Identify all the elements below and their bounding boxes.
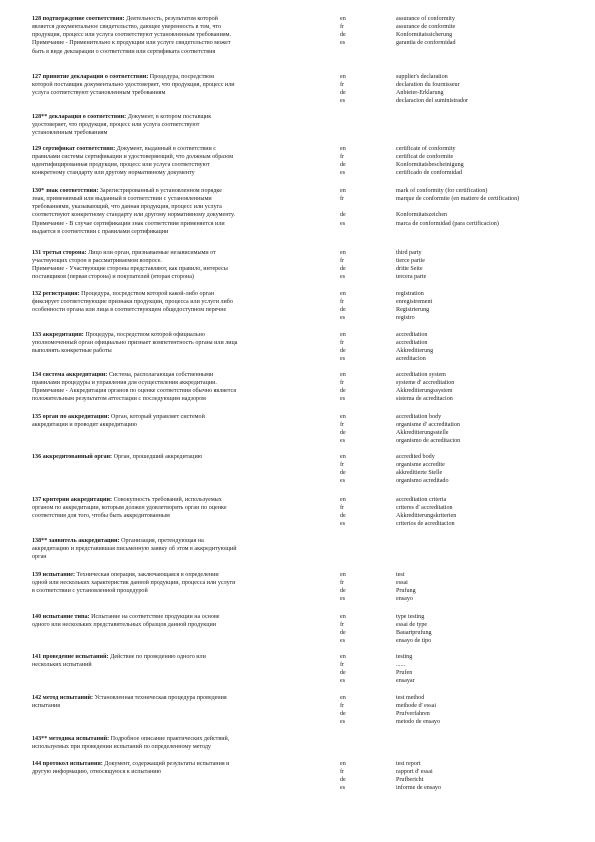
language-code: fr [340, 622, 345, 629]
language-code: es [340, 40, 346, 47]
language-codes [340, 453, 370, 486]
language-code: es [340, 678, 346, 685]
foreign-term: accreditation [396, 340, 428, 347]
language-codes [340, 653, 370, 686]
language-code: de [340, 90, 346, 97]
foreign-term: marque de conformite (en matiere de certification) [396, 196, 520, 203]
language-codes [340, 496, 370, 529]
foreign-term: test [396, 572, 405, 578]
foreign-terms [396, 413, 581, 446]
foreign-term: Prufung [396, 588, 416, 595]
definition-line [32, 760, 328, 768]
language-code: es [340, 274, 346, 281]
definition-line: быть в виде декларации о соответствии или сертификата соответствия [32, 48, 216, 55]
foreign-term: akkreditierte Stelle [396, 470, 443, 477]
language-codes [340, 371, 370, 404]
foreign-term: Prufbericht [396, 777, 424, 784]
term-heading: 135 орган по аккредитации: [32, 414, 110, 420]
term-heading: 133 аккредитация: [32, 332, 84, 338]
language-code: en [340, 572, 346, 578]
language-code: es [340, 220, 346, 227]
definition-line [32, 15, 328, 23]
term-definition [32, 73, 328, 97]
language-code: en [340, 497, 346, 503]
term-definition [32, 187, 328, 236]
language-code: es [340, 170, 346, 177]
term-definition [32, 331, 328, 355]
foreign-term: declaracion del suministrador [396, 98, 469, 105]
language-code: de [340, 266, 346, 273]
foreign-terms [396, 73, 581, 106]
foreign-term: criteres d' accreditation [396, 505, 453, 512]
foreign-terms [396, 571, 581, 604]
definition-line: правилами процедуры и управления для осуществления аккредитации. [32, 380, 217, 387]
definition-line [32, 113, 328, 121]
language-codes [340, 290, 370, 323]
language-code: fr [340, 258, 345, 265]
term-definition [32, 735, 328, 751]
definition-line [32, 735, 328, 743]
term-definition [32, 453, 328, 461]
language-codes [340, 760, 370, 793]
definition-line: одной или нескольких характеристик данной продукции, процесса или услуги [32, 580, 236, 587]
language-code: de [340, 430, 346, 437]
definition-line: Примечание - Применительно к продукции или услуге свидетельство может [32, 40, 231, 47]
term-heading: 127 принятие декларации о соответствии: [32, 74, 149, 80]
foreign-term: test method [396, 695, 425, 701]
definition-line: орган [32, 554, 47, 561]
language-code: fr [340, 462, 345, 469]
language-code: de [340, 513, 346, 520]
foreign-term: type testing [396, 614, 425, 620]
definition-line: конкретному стандарту или другому нормативному документу [32, 170, 195, 177]
language-code: es [340, 785, 346, 792]
language-code: es [340, 638, 346, 645]
foreign-term: organisme d' accreditation [396, 422, 460, 429]
language-code: es [340, 315, 346, 322]
definition-line: испытания [32, 703, 61, 710]
foreign-term: informe de ensayo [396, 785, 442, 792]
term-definition [32, 113, 328, 137]
foreign-term: ensayo [396, 596, 413, 603]
definition-line: аккредитации и проводит аккредитацию [32, 422, 137, 429]
definition-line: участвующих сторон в рассматриваемом вопросе. [32, 258, 162, 265]
definition-line: нескольких испытаний [32, 662, 92, 669]
language-codes [340, 15, 370, 48]
foreign-term: Bauartprufung [396, 630, 432, 637]
language-codes [340, 331, 370, 364]
term-definition [32, 371, 328, 404]
definition-line: продукция, процесс или услуга соответствуют установленным требованиям. [32, 32, 232, 39]
definition-line: в соответствии с установленной процедурой [32, 588, 148, 595]
foreign-terms [396, 453, 581, 486]
foreign-term: tierce partie [396, 258, 425, 265]
foreign-terms [396, 249, 581, 282]
language-code: en [340, 414, 346, 420]
language-code: en [340, 454, 346, 460]
language-code: fr [340, 769, 345, 776]
language-code: fr [340, 299, 345, 306]
definition-text: Орган, прошедший аккредитацию [112, 454, 203, 460]
term-heading: 136 аккредитованный орган: [32, 454, 113, 460]
language-code: en [340, 188, 346, 194]
term-heading: 129 сертификат соответствия: [32, 146, 116, 152]
term-heading: 131 третья сторона: [32, 250, 87, 256]
foreign-term: mark of conformity (for certification) [396, 188, 488, 194]
language-code: de [340, 162, 346, 169]
term-heading: 141 проведение испытаний: [32, 654, 109, 660]
language-code: de [340, 388, 346, 395]
language-code: de [340, 630, 346, 637]
foreign-terms [396, 653, 581, 686]
definition-line: правилами системы сертификации и удостоверяющий, что должным образом [32, 154, 234, 161]
definition-line [32, 653, 328, 661]
foreign-terms [396, 496, 581, 529]
term-heading: 130* знак соответствия: [32, 188, 99, 194]
definition-text: Документ, выданный в соответствии с [115, 146, 217, 152]
foreign-term: Akkreditierungsstelle [396, 430, 449, 437]
definition-line: является документальное свидетельство, дающее уверенность в том, что [32, 24, 222, 31]
language-code: es [340, 356, 346, 363]
language-code: fr [340, 82, 345, 89]
language-codes [340, 694, 370, 727]
term-definition [32, 694, 328, 710]
foreign-terms [396, 694, 581, 727]
definition-line [32, 496, 328, 504]
definition-line: установленным требованиям [32, 130, 108, 137]
foreign-term: Registrierung [396, 307, 430, 314]
language-code: de [340, 470, 346, 477]
language-code: es [340, 719, 346, 726]
definition-text: Совокупность требований, используемых [112, 497, 222, 503]
language-code: de [340, 670, 346, 677]
definition-line: выполнять конкретные работы [32, 348, 112, 355]
language-code: de [340, 212, 346, 219]
definition-text: Действие по проведению одного или [108, 654, 206, 660]
definition-line [32, 145, 328, 153]
definition-line: Примечание - В случае сертификации знак соответствия применяется или [32, 220, 225, 227]
definition-line: органом по аккредитации, которым должен удовлетворять орган по оценке [32, 505, 227, 512]
foreign-term: assurance of conformity [396, 16, 455, 22]
definition-text: Зарегистрированный в установленном порядке [98, 188, 222, 194]
definition-line: поставщиков (первая сторона) и покупателей (вторая сторона) [32, 274, 194, 281]
foreign-term: third party [396, 250, 422, 256]
definition-line: особенности органа или лица в соответствующем общедоступном перечне [32, 307, 227, 314]
language-code: fr [340, 580, 345, 587]
foreign-term: accreditation criteria [396, 497, 447, 503]
foreign-term: test report [396, 761, 421, 767]
term-definition [32, 15, 328, 56]
definition-text: Техническая операция, заключающаяся в определении [75, 572, 219, 578]
language-code: en [340, 16, 346, 22]
definition-line [32, 331, 328, 339]
definition-line: соответствия для того, чтобы быть аккредитованным [32, 513, 170, 520]
definition-line: идентифицированная продукция, процесс или услуга соответствуют [32, 162, 210, 169]
term-heading: 140 испытание типа: [32, 614, 90, 620]
language-code: en [340, 250, 346, 256]
foreign-term: essai de type [396, 622, 428, 629]
definition-text: Система, располагающая собственными [107, 372, 214, 378]
definition-line [32, 249, 328, 257]
foreign-term: ensayo de tipo [396, 638, 432, 645]
definition-line: одного или нескольких представительных образцов данной продукции [32, 622, 217, 629]
definition-text: Испытание на соответствие продукции на основе [89, 614, 220, 620]
foreign-term: Prufen [396, 670, 413, 677]
term-heading: 138** заявитель аккредитации: [32, 538, 120, 544]
definition-line [32, 537, 328, 545]
definition-line: которой поставщик документально удостоверяет, что продукция, процесс или [32, 82, 235, 89]
definition-line: аккредитацию и представившая письменную заявку об этом в аккредитующий [32, 546, 237, 553]
foreign-term: rapport d' essai [396, 769, 433, 776]
language-code: es [340, 596, 346, 603]
language-code: fr [340, 703, 345, 710]
term-definition [32, 249, 328, 282]
language-code: de [340, 588, 346, 595]
definition-line: другую информацию, относящуюся к испытанию [32, 769, 162, 776]
foreign-term: Konformitatszeichen [396, 212, 448, 219]
foreign-term: Akkreditierungskriterien [396, 513, 457, 520]
foreign-term: declaration du fournisseur [396, 82, 460, 89]
foreign-term: ensayar [396, 678, 415, 685]
term-heading: 134 система аккредитации: [32, 372, 108, 378]
foreign-terms [396, 15, 581, 48]
foreign-term: testing [396, 654, 413, 660]
language-code: en [340, 291, 346, 297]
foreign-term: essai [396, 580, 408, 587]
language-codes [340, 413, 370, 446]
definition-text: Документ, в котором поставщик [126, 114, 212, 120]
term-heading: 137 критерии аккредитации: [32, 497, 113, 503]
definition-line: требованиями, указывающий, что данная продукция, процесс или услуга [32, 204, 222, 211]
definition-text: Установленная техническая процедура проведения [93, 695, 227, 701]
foreign-term: accreditation body [396, 414, 442, 420]
foreign-term: certificat de conformite [396, 154, 454, 161]
definition-line: выдается в соответствии с правилами сертификации [32, 228, 169, 235]
language-code: fr [340, 196, 345, 203]
foreign-term: organismo de acreditacion [396, 438, 461, 445]
definition-text: Подробное описание практических действий, [109, 736, 230, 742]
definition-line: соответствуют конкретному стандарту или другому нормативному документу. [32, 212, 235, 219]
language-code: es [340, 438, 346, 445]
foreign-term: garantia de conformidad [396, 40, 456, 47]
term-definition [32, 290, 328, 314]
definition-line [32, 613, 328, 621]
language-codes [340, 249, 370, 282]
definition-text: Процедура, посредством которой какой-либо орган [79, 291, 215, 297]
language-code: en [340, 614, 346, 620]
definition-line [32, 290, 328, 298]
term-definition [32, 613, 328, 629]
definition-line: знак, применяемый или выданный в соответствии с установленными [32, 196, 212, 203]
foreign-term: accreditation system [396, 372, 446, 378]
term-heading: 142 метод испытаний: [32, 695, 94, 701]
foreign-term: acreditacion [396, 356, 426, 363]
foreign-term: tercera parte [396, 274, 427, 281]
term-definition [32, 145, 328, 178]
foreign-terms [396, 331, 581, 364]
term-definition [32, 413, 328, 429]
definition-text: Процедура, посредством которой официально [83, 332, 205, 338]
foreign-terms [396, 613, 581, 646]
foreign-terms [396, 187, 581, 228]
language-code: en [340, 372, 346, 378]
foreign-term: marca de conformidad (para certificacion) [396, 220, 499, 227]
term-definition [32, 760, 328, 776]
definition-line [32, 187, 328, 195]
definition-line: используемых при проведении испытаний по определенному методу [32, 744, 211, 751]
foreign-term: registration [396, 291, 424, 297]
definition-line [32, 413, 328, 421]
foreign-term: accreditation [396, 332, 428, 338]
foreign-term: Konformitatssicherung [396, 32, 453, 39]
foreign-term: metodo de ensayo [396, 719, 440, 726]
language-code: fr [340, 380, 345, 387]
foreign-terms [396, 145, 581, 178]
language-code: fr [340, 662, 345, 669]
definition-text: Орган, который управляет системой [109, 414, 205, 420]
definition-text: Деятельность, результатом которой [124, 16, 218, 22]
language-code: en [340, 654, 346, 660]
definition-text: Документ, содержащий результаты испытания и [102, 761, 230, 767]
definition-line [32, 73, 328, 81]
definition-line: фиксирует соответствующие признаки продукции, процесса или услуги либо [32, 299, 233, 306]
definition-text: Лицо или орган, признаваемые независимыми от [86, 250, 216, 256]
definition-line [32, 571, 328, 579]
language-code: es [340, 396, 346, 403]
definition-text: Организация, претендующая на [119, 538, 204, 544]
term-heading: 143** методика испытаний: [32, 736, 110, 742]
language-code: fr [340, 422, 345, 429]
definition-line [32, 453, 328, 461]
definition-line: уполномоченный орган официально признает компетентность органа или лица [32, 340, 238, 347]
definition-line [32, 694, 328, 702]
language-codes [340, 73, 370, 106]
definition-line: положительным результатом аттестации с последующим надзором [32, 396, 206, 403]
language-code: en [340, 761, 346, 767]
term-definition [32, 653, 328, 669]
term-heading: 144 протокол испытания: [32, 761, 103, 767]
foreign-term: registro [396, 315, 415, 322]
language-code: es [340, 98, 346, 105]
language-code: en [340, 695, 346, 701]
foreign-term: Konformitatsbescheinigung [396, 162, 464, 169]
foreign-term: enregistrement [396, 299, 433, 306]
foreign-term: Akkreditierung [396, 348, 434, 355]
language-code: fr [340, 154, 345, 161]
term-definition [32, 537, 328, 561]
foreign-terms [396, 290, 581, 323]
language-code: en [340, 332, 346, 338]
foreign-term: Prufverfahren [396, 711, 430, 718]
foreign-term: certificate of conformity [396, 146, 456, 152]
foreign-term: Akkreditierungssystem [396, 388, 453, 395]
foreign-term: certificado de conformidad [396, 170, 462, 177]
term-definition [32, 496, 328, 520]
definition-line: услуга соответствуют установленным требованиям [32, 90, 166, 97]
term-heading: 139 испытание: [32, 572, 76, 578]
language-code: fr [340, 505, 345, 512]
foreign-term: ...... [396, 662, 406, 669]
language-code: en [340, 74, 346, 80]
language-code: de [340, 348, 346, 355]
language-code: es [340, 521, 346, 528]
foreign-term: organisme accredite [396, 462, 445, 469]
foreign-term: criterios de acreditacion [396, 521, 455, 528]
language-code: fr [340, 24, 345, 31]
foreign-term: assurance de conformite [396, 24, 456, 31]
foreign-term: organismo acreditado [396, 478, 449, 485]
language-codes [340, 187, 370, 228]
foreign-term: dritte Seite [396, 266, 423, 273]
definition-line [32, 371, 328, 379]
foreign-term: Anbieter-Erklarung [396, 90, 444, 97]
definition-line: удостоверяет, что продукция, процесс или услуга соответствуют [32, 122, 200, 129]
language-codes [340, 145, 370, 178]
foreign-term: methode d' essai [396, 703, 437, 710]
foreign-term: supplier's declaration [396, 74, 448, 80]
definition-line: Примечание - Аккредитация органов по оценке соответствия обычно является [32, 388, 237, 395]
term-heading: 132 регистрация: [32, 291, 80, 297]
language-code: es [340, 478, 346, 485]
term-heading: 128** декларация о соответствии: [32, 114, 127, 120]
foreign-terms [396, 371, 581, 404]
foreign-term: systeme d' accreditation [396, 380, 455, 387]
language-code: de [340, 777, 346, 784]
language-code: en [340, 146, 346, 152]
foreign-term: sistema de acreditacion [396, 396, 453, 403]
language-codes [340, 571, 370, 604]
language-code: de [340, 307, 346, 314]
foreign-term: accredited body [396, 454, 435, 460]
foreign-terms [396, 760, 581, 793]
definition-text: Процедура, посредством [148, 74, 215, 80]
language-code: fr [340, 340, 345, 347]
term-heading: 128 подтверждение соответствия: [32, 16, 125, 22]
language-code: de [340, 32, 346, 39]
language-code: de [340, 711, 346, 718]
definition-line: Примечание - Участвующие стороны представляют, как правило, интересы [32, 266, 228, 273]
language-codes [340, 613, 370, 646]
term-definition [32, 571, 328, 595]
